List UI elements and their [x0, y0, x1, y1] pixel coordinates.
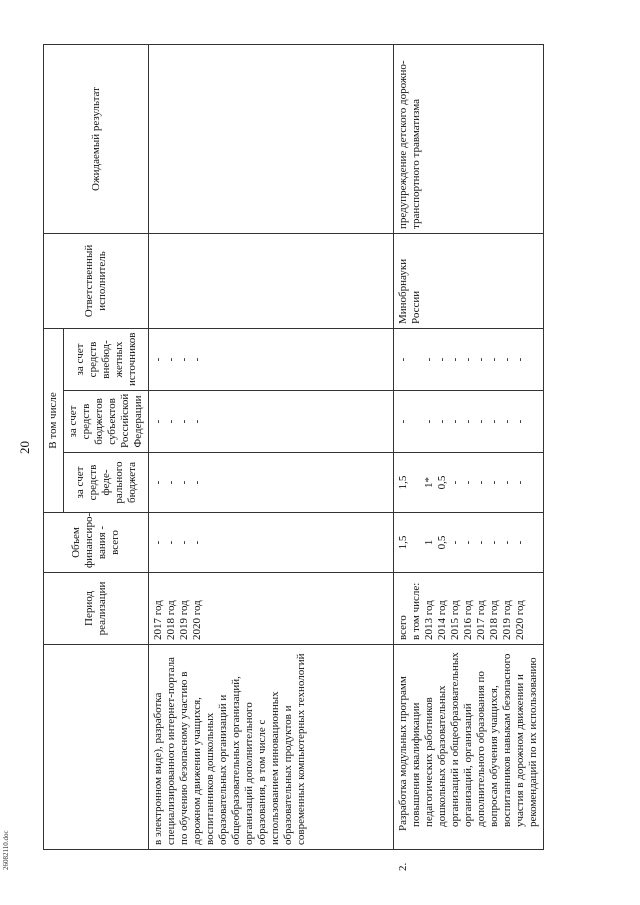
- program-table: [43, 44, 544, 871]
- offbudget-value: -: [436, 357, 448, 362]
- period-value: в том числе:: [410, 582, 422, 640]
- header-in-total: В том числе: [44, 329, 64, 513]
- volume-value: -: [514, 540, 526, 545]
- volume-cell: [394, 513, 544, 573]
- offbudget-value: -: [475, 357, 487, 362]
- header-measure: [44, 645, 149, 850]
- volume-value: -: [191, 540, 203, 545]
- subjects-value: -: [397, 419, 409, 424]
- subjects-value: -: [488, 419, 500, 424]
- federal-value: 1,5: [397, 475, 409, 490]
- volume-value: -: [165, 540, 177, 545]
- subjects-value: [410, 395, 423, 448]
- volume-value: -: [152, 540, 164, 545]
- period-value: 2018 год: [488, 600, 500, 640]
- table-row: [394, 45, 544, 850]
- subjects-value: -: [191, 419, 203, 424]
- table-body: [149, 45, 544, 871]
- subjects-value: -: [501, 419, 513, 424]
- offbudget-value: -: [152, 357, 164, 362]
- federal-value: 1*: [423, 477, 435, 488]
- offbudget-value: -: [514, 357, 526, 362]
- period-value: 2019 год: [178, 600, 190, 640]
- period-cell: [149, 573, 394, 645]
- subjects-value: -: [165, 419, 177, 424]
- offbudget-cell: [394, 329, 544, 391]
- period-value: 2017 год: [475, 600, 487, 640]
- measure-cell: [149, 645, 394, 850]
- header-federal: за счет средств феде-рального бюджета: [64, 453, 149, 513]
- subjects-value: -: [462, 419, 474, 424]
- federal-value: 0,5: [436, 475, 448, 490]
- volume-cell: [149, 513, 394, 573]
- subjects-cell: [149, 391, 394, 453]
- period-value: 2020 год: [191, 600, 203, 640]
- volume-value: -: [501, 540, 513, 545]
- header-executor: Ответственный исполнитель: [44, 234, 149, 329]
- executor-cell: Минобрнауки России: [394, 234, 544, 329]
- period-value: 2017 год: [152, 600, 164, 640]
- executor-cell: [149, 234, 394, 329]
- subjects-value: -: [152, 419, 164, 424]
- measure-text: в электронном виде), разработка специализированного интернет-портала по обучению безопасному участию в дорожном движении учащихся, воспитанников дошкольных образовательных организаций и общеобразовательных организаций, организаций дополнительного образования, в том числе с использованием инновационных образовательных продуктов и современных компьютерных технологий: [152, 653, 307, 845]
- federal-value: -: [488, 480, 500, 485]
- offbudget-value: -: [178, 357, 190, 362]
- federal-value: -: [462, 480, 474, 485]
- subjects-value: -: [449, 419, 461, 424]
- period-value: 2016 год: [462, 600, 474, 640]
- volume-value: -: [449, 540, 461, 545]
- period-value: 2019 год: [501, 600, 513, 640]
- subjects-value: -: [423, 419, 435, 424]
- federal-value: -: [191, 480, 203, 485]
- document-file-id: 26082110.doc: [2, 830, 10, 870]
- federal-value: -: [165, 480, 177, 485]
- period-value: всего: [397, 615, 409, 640]
- federal-value: -: [152, 480, 164, 485]
- measure-number: 2.: [397, 862, 409, 871]
- offbudget-value: -: [191, 357, 203, 362]
- table-row: [149, 45, 394, 850]
- offbudget-value: -: [462, 357, 474, 362]
- offbudget-value: -: [449, 357, 461, 362]
- period-cell: [394, 573, 544, 645]
- header-subjects: за счет средств бюджетов субъектов Российской Федерации: [64, 391, 149, 453]
- offbudget-value: -: [501, 357, 513, 362]
- result-cell: [149, 45, 394, 234]
- subjects-value: -: [436, 419, 448, 424]
- offbudget-value: -: [423, 357, 435, 362]
- volume-value: 1,5: [397, 535, 409, 550]
- subjects-value: -: [514, 419, 526, 424]
- subjects-value: -: [475, 419, 487, 424]
- measure-text: Разработка модульных программ повышения квалификации педагогических работников дошкольных образовательных организаций и общеобразовательных организаций, организаций дополнительного образования по вопросам обучения учащихся, воспитанников навыкам безопасного участия в дорожном движении и рекомендаций по их использованию: [397, 652, 539, 831]
- volume-value: 1: [423, 539, 435, 546]
- volume-value: -: [488, 540, 500, 545]
- federal-cell: [149, 453, 394, 513]
- federal-value: [410, 457, 423, 508]
- header-result: Ожидаемый результат: [44, 45, 149, 234]
- period-value: 2013 год: [423, 600, 435, 640]
- header-offbudget: за счет средств внебюд-жетных источников: [64, 329, 149, 391]
- offbudget-value: -: [397, 357, 409, 362]
- subjects-value: -: [178, 419, 190, 424]
- period-value: 2014 год: [436, 600, 448, 640]
- offbudget-value: -: [165, 357, 177, 362]
- header-period: Период реализации: [44, 573, 149, 645]
- volume-value: [410, 517, 423, 568]
- federal-value: -: [501, 480, 513, 485]
- volume-value: -: [462, 540, 474, 545]
- result-cell: предупреждение детского дорожно-транспортного травматизма: [394, 45, 544, 234]
- volume-value: -: [178, 540, 190, 545]
- federal-value: -: [514, 480, 526, 485]
- federal-value: -: [475, 480, 487, 485]
- volume-value: -: [475, 540, 487, 545]
- period-value: 2020 год: [514, 600, 526, 640]
- header-volume: Объем финансиро-вания - всего: [44, 513, 149, 573]
- page-number: 20: [17, 441, 32, 454]
- measure-cell: [394, 645, 544, 871]
- federal-cell: [394, 453, 544, 513]
- offbudget-value: [410, 333, 423, 386]
- period-value: 2015 год: [449, 600, 461, 640]
- federal-value: -: [178, 480, 190, 485]
- rotated-table-wrapper: [17, 45, 588, 871]
- offbudget-value: -: [488, 357, 500, 362]
- federal-value: -: [449, 480, 461, 485]
- volume-value: 0,5: [436, 535, 448, 550]
- subjects-cell: [394, 391, 544, 453]
- period-value: 2018 год: [165, 600, 177, 640]
- offbudget-cell: [149, 329, 394, 391]
